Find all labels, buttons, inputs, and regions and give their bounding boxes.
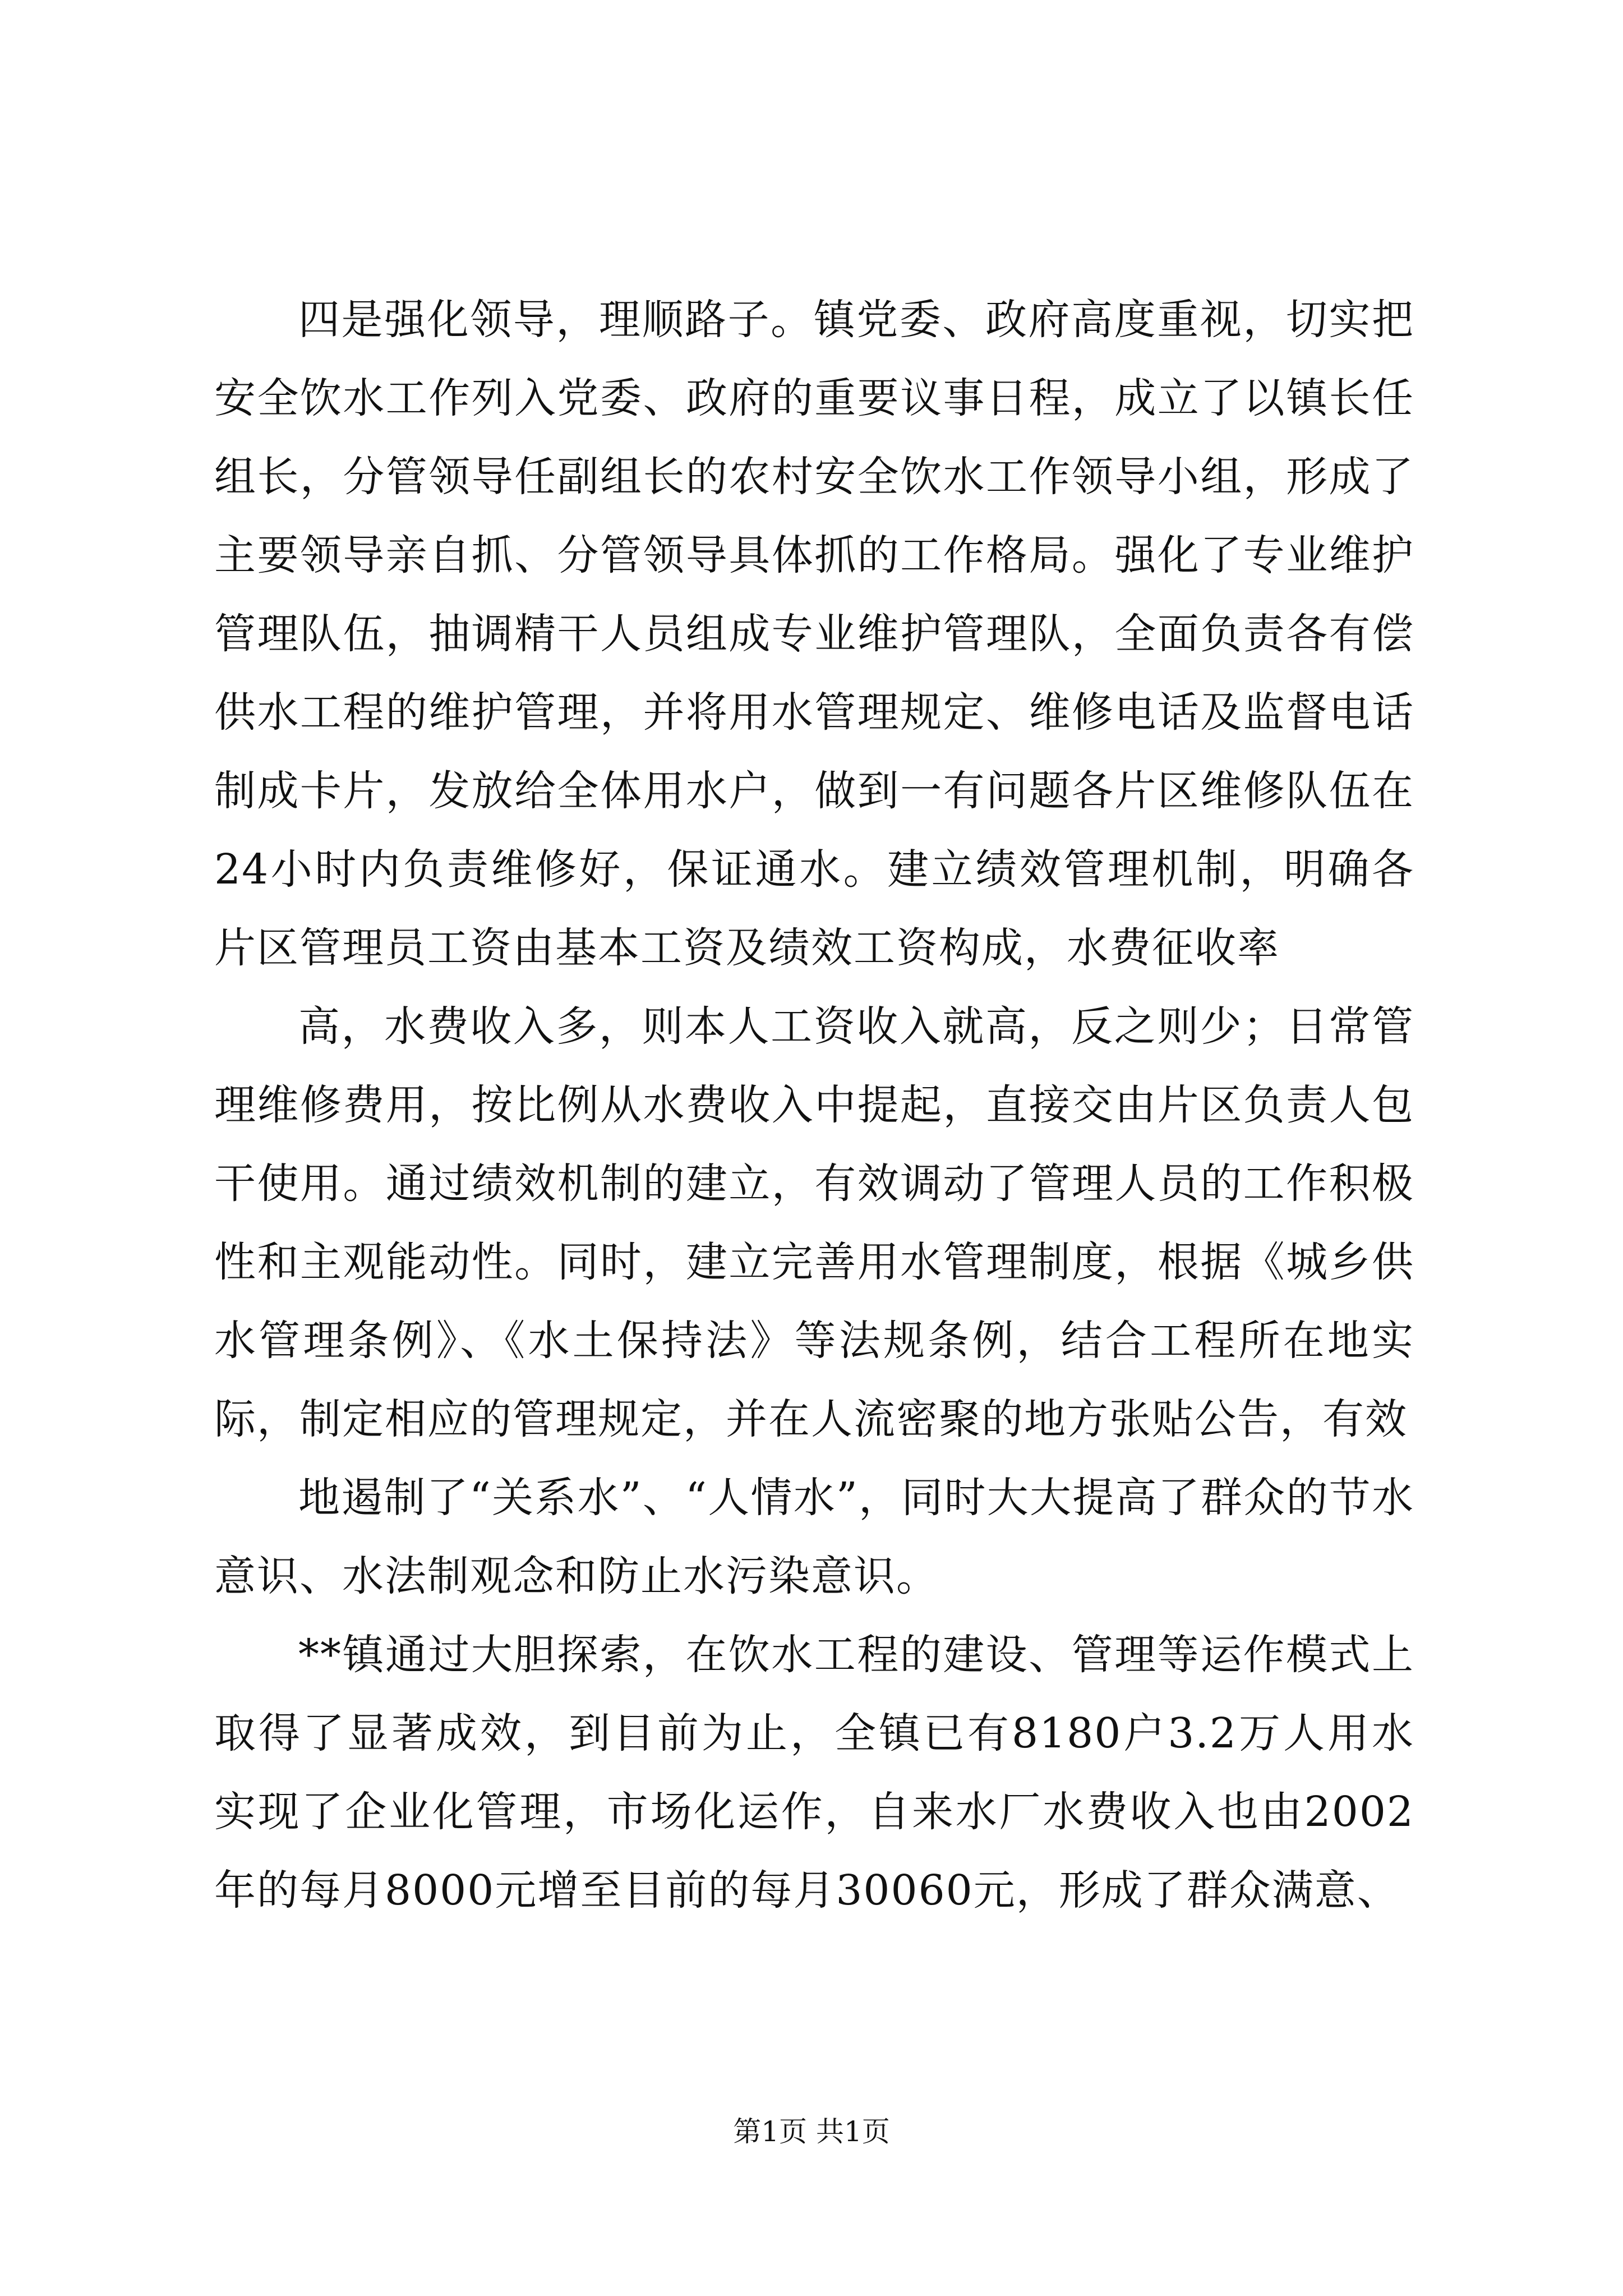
paragraph-4: **镇通过大胆探索，在饮水工程的建设、管理等运作模式上取得了显著成效，到目前为止，全镇已有8180户3.2万人用水实现了企业化管理，市场化运作，自来水厂水费收入也由2002年的每月8000元增至目前的每月30060元，形成了群众满意、 bbox=[214, 1631, 1414, 1915]
paragraph-1: 四是强化领导，理顺路子。镇党委、政府高度重视，切实把安全饮水工作列入党委、政府的重要议事日程，成立了以镇长任组长，分管领导任副组长的农村安全饮水工作领导小组，形成了主要领导亲自抓、分管领导具体抓的工作格局。强化了专业维护管理队伍，抽调精干人员组成专业维护管理队，全面负责各有偿供水工程的维护管理，并将用水管理规定、维修电话及监督电话制成卡片，发放给全体用水户，做到一有问题各片区维修队伍在24小时内负责维修好，保证通水。建立绩效管理机制，明确各片区管理员工资由基本工资及绩效工资构成，水费征收率 bbox=[214, 296, 1414, 972]
page-footer bbox=[0, 2115, 1623, 2148]
paragraph-2: 高，水费收入多，则本人工资收入就高，反之则少；日常管理维修费用，按比例从水费收入中提起，直接交由片区负责人包干使用。通过绩效机制的建立，有效调动了管理人员的工作积极性和主观能动性。同时，建立完善用水管理制度，根据《城乡供水管理条例》、《水土保持法》等法规条例，结合工程所在地实际，制定相应的管理规定，并在人流密聚的地方张贴公告，有效 bbox=[214, 1002, 1414, 1443]
paragraph-3: 地遏制了“关系水”、“人情水”，同时大大提高了群众的节水意识、水法制观念和防止水污染意识。 bbox=[214, 1474, 1414, 1600]
document-body bbox=[214, 280, 1414, 1930]
page-number-label: 第1页 共1页 bbox=[733, 2115, 890, 2148]
